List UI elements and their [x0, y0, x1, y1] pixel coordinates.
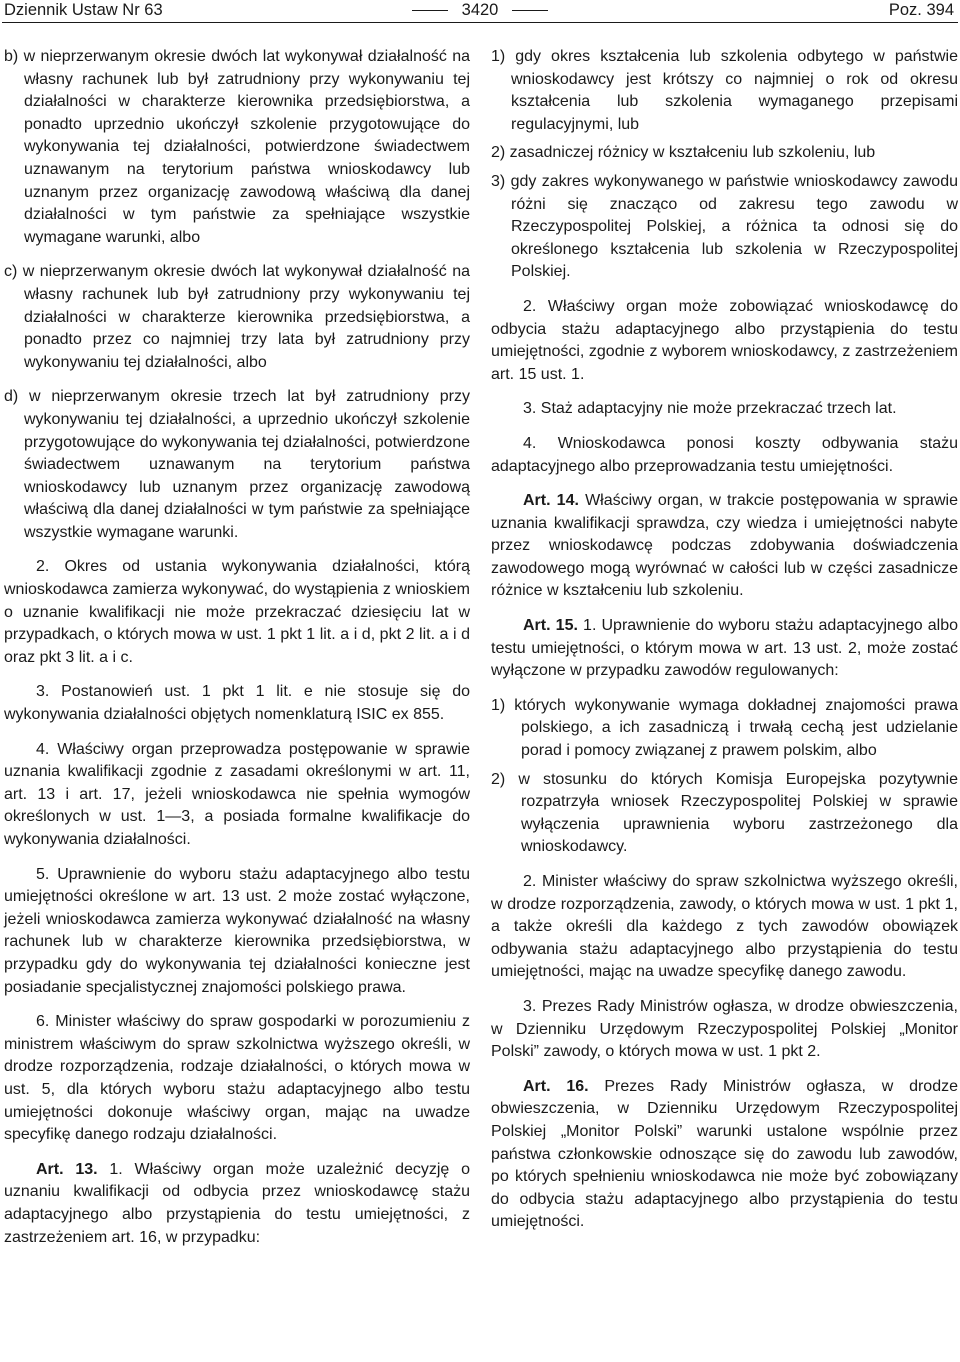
page-header: [0, 0, 960, 22]
article-16: [491, 1076, 958, 1234]
article-15: [491, 615, 958, 683]
article-14-label: Art. 14.: [523, 492, 579, 510]
art15-paragraph-2: 2. Minister właściwy do spraw szkolnictwa wyższego określi, w drodze rozporządzenia, zawody, o których mowa w ust. 1 pkt 1, a także określi dla każdego z tych zawodów obowiązek odbywania stażu adaptacyjnego albo przystąpienia do testu umiejętności, mając na uwadze specyfikę danego zawodu.: [491, 873, 958, 981]
art13-item-1: 1) gdy okres kształcenia lub szkolenia odbytego w państwie wnioskodawcy jest krótszy co najmniej o rok od okresu kształcenia lub szkolenia wymaganego przepisami regulacyjnymi, lub: [491, 48, 958, 133]
journal-title: Dziennik Ustaw Nr 63: [4, 1, 163, 19]
item-c: c) w nieprzerwanym okresie dwóch lat wykonywał działalność na własny rachunek lub był zatrudniony przy wykonywaniu tej działalności w charakterze kierownika przedsiębiorstwa, a ponadto przez co najmniej trzy lata był zatrudniony przy wykonywaniu tej działalności, albo: [4, 263, 470, 371]
header-rule: [2, 22, 958, 23]
page-number-wrap: [0, 0, 960, 20]
paragraph-4: 4. Właściwy organ przeprowadza postępowanie w sprawie uznania kwalifikacji zgodnie z zasadami określonymi w art. 11, art. 13 i art. 17, jeżeli wnioskodawca nie spełnia wymogów określonych w ust. 1—3, a posiada formalne kwalifikacje do wykonywania działalności.: [4, 740, 470, 848]
article-15-label: Art. 15.: [523, 617, 578, 635]
article-16-label: Art. 16.: [523, 1077, 589, 1095]
item-d: d) w nieprzerwanym okresie trzech lat był zatrudniony przy wykonywaniu tej działalności, a uprzednio ukończył szkolenie przygotowujące do wykonywania tej działalności, potwierdzone świadectwem uznawanym na terytorium państwa wnioskodawcy lub uznanym przez organizację zawodową właściwą dla danej działalności w tym państwie za spełniające wszystkie wymagane warunki.: [4, 388, 470, 541]
right-column: [491, 46, 958, 1246]
art15-item-1: 1) których wykonywanie wymaga dokładnej znajomości prawa polskiego, a ich zasadniczą i trwałą cechą jest udzielanie porad i pomocy związanej z prawem polskim, albo: [491, 696, 958, 760]
paragraph-3: 3. Postanowień ust. 1 pkt 1 lit. e nie stosuje się do wykonywania działalności objętych nomenklaturą ISIC ex 855.: [4, 683, 470, 724]
dash-left: [412, 10, 448, 11]
paragraph-6: 6. Minister właściwy do spraw gospodarki w porozumieniu z ministrem właściwym do spraw szkolnictwa wyższego określi, w drodze rozporządzenia, rodzaje działalności, o których mowa w ust. 5, dla których wyboru stażu adaptacyjnego albo testu umiejętności dokonuje właściwy organ, mając na uwadze specyfikę danego rodzaju działalności.: [4, 1013, 470, 1144]
page-number: 3420: [461, 1, 499, 19]
left-column: [4, 46, 470, 1261]
article-13: [4, 1159, 470, 1249]
article-16-text: Prezes Rady Ministrów ogłasza, w drodze obwieszczenia, w Dzienniku Urzędowym Rzeczypospolitej Polskiej „Monitor Polski” warunki ustalone wspólnie przez państwa członkowskie odnoszące się do zawodu lub zawodów, po których spełnieniu wnioskodawca nie może być zobowiązany do odbycia stażu adaptacyjnego albo przystąpienia do testu umiejętności.: [491, 1077, 958, 1231]
item-b: b) w nieprzerwanym okresie dwóch lat wykonywał działalność na własny rachunek lub był zatrudniony przy wykonywaniu tej działalności w charakterze kierownika przedsiębiorstwa, a ponadto uprzednio ukończył szkolenie przygotowujące do wykonywania tej działalności, potwierdzone świadectwem uznawanym na terytorium państwa wnioskodawcy lub uznanym przez organizację zawodową właściwą dla danej działalności w tym państwie za spełniające wszystkie wymagane warunki, albo: [4, 48, 470, 246]
paragraph-2: 2. Okres od ustania wykonywania działalności, którą wnioskodawca zamierza wykonywać, do wystąpienia z wnioskiem o uznanie kwalifikacji nie może przekraczać dziesięciu lat w przypadkach, o których mowa w ust. 1 pkt 1 lit. a i d, pkt 2 lit. a i d oraz pkt 3 lit. a i c.: [4, 558, 470, 666]
art13-paragraph-2: 2. Właściwy organ może zobowiązać wnioskodawcę do odbycia stażu adaptacyjnego albo przystąpienia do testu umiejętności, zgodnie z wyborem wnioskodawcy, z zastrzeżeniem art. 15 ust. 1.: [491, 297, 958, 383]
article-13-label: Art. 13.: [36, 1160, 98, 1178]
art15-item-2: 2) w stosunku do których Komisja Europejska pozytywnie rozpatrzyła wniosek Rzeczypospolitej Polskiej w sprawie wyłączenia uprawnienia wyboru zastrzeżonego dla wnioskodawcy.: [491, 770, 958, 856]
art13-item-3: 3) gdy zakres wykonywanego w państwie wnioskodawcy zawodu różni się znacząco od zakresu tego zawodu w Rzeczypospolitej Polskiej, a różnica ta odnosi się do określonego kształcenia lub szkolenia w Rzeczypospolitej Polskiej.: [491, 172, 958, 281]
article-14-text: Właściwy organ, w trakcie postępowania w sprawie uznania kwalifikacji sprawdza, czy wiedza i umiejętności nabyte przez wnioskodawcę podczas zdobywania doświadczenia zawodowego mogą wyrównać w całości lub w części zasadnicze różnice w kształceniu lub szkoleniu.: [491, 492, 958, 600]
article-14: [491, 490, 958, 603]
article-15-text: 1. Uprawnienie do wyboru stażu adaptacyjnego albo testu umiejętności, o którym mowa w art. 13 ust. 2, może zostać wyłączone w przypadku zawodów regulowanych:: [491, 617, 958, 680]
art13-item-2: 2) zasadniczej różnicy w kształceniu lub szkoleniu, lub: [491, 144, 876, 162]
dash-right: [512, 10, 548, 11]
art13-paragraph-4: 4. Wnioskodawca ponosi koszty odbywania stażu adaptacyjnego albo przeprowadzania testu umiejętności.: [491, 434, 958, 475]
art13-paragraph-3: 3. Staż adaptacyjny nie może przekraczać trzech lat.: [523, 400, 897, 418]
article-13-text: 1. Właściwy organ może uzależnić decyzję o uznaniu kwalifikacji od odbycia przez wnioskodawcę stażu adaptacyjnego albo przystąpienia do testu umiejętności, z zastrzeżeniem art. 16, w przypadku:: [4, 1160, 470, 1246]
position-number: Poz. 394: [888, 1, 954, 19]
paragraph-5: 5. Uprawnienie do wyboru stażu adaptacyjnego albo testu umiejętności określone w art. 13 ust. 2 może zostać wyłączone, jeżeli wnioskodawca zamierza wykonywać działalność na własny rachunek lub w charakterze kierownika przedsiębiorstwa, w przypadku gdy do wykonywania tej działalności konieczne jest posiadanie specjalistycznej znajomości polskiego prawa.: [4, 865, 470, 996]
art15-paragraph-3: 3. Prezes Rady Ministrów ogłasza, w drodze obwieszczenia, w Dzienniku Urzędowym Rzeczypospolitej Polskiej „Monitor Polski” zawody, o których mowa w ust. 1 pkt 2.: [491, 997, 958, 1061]
